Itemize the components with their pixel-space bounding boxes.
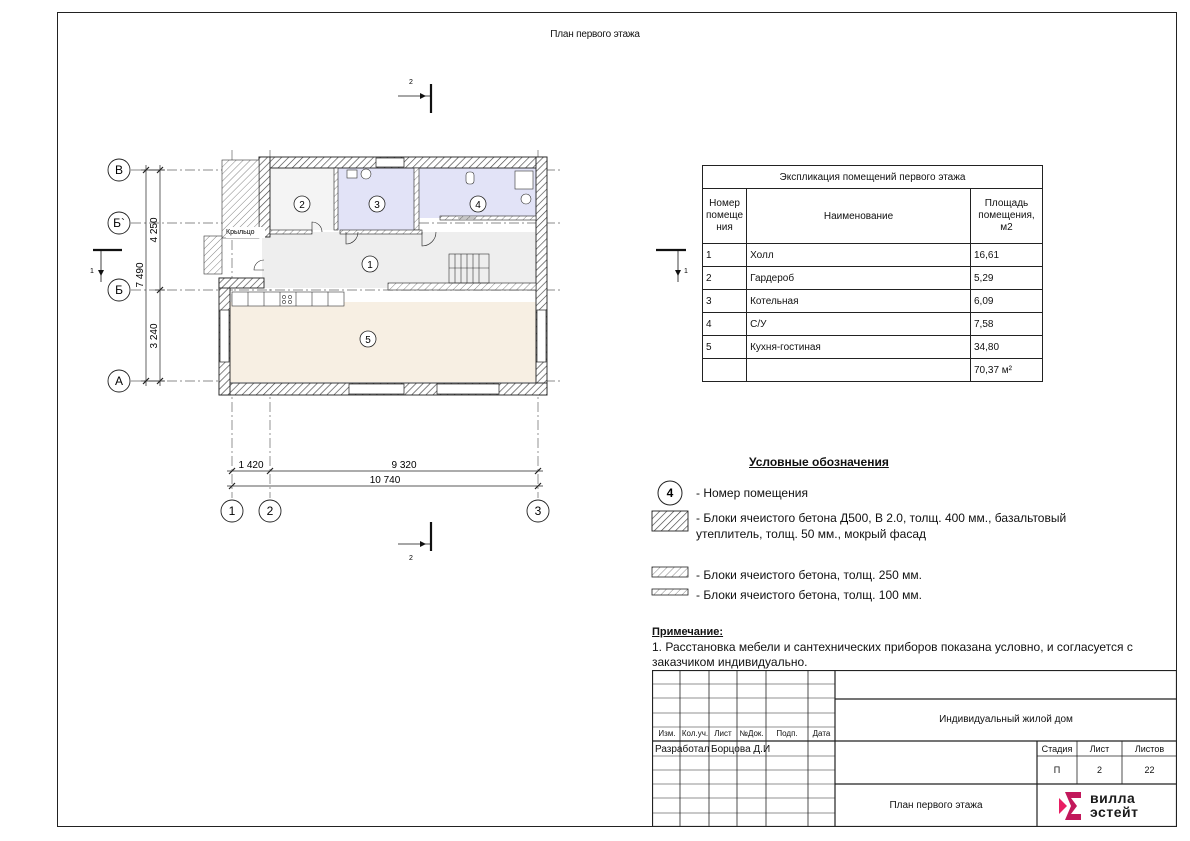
- header-area: Площадь помещения, м2: [971, 189, 1043, 244]
- room-number-3: 3: [374, 200, 380, 211]
- dim-right-horizontal: 9 320: [391, 460, 417, 471]
- table-row: 4 С/У 7,58: [703, 313, 1043, 336]
- legend-room-symbol: 4: [666, 486, 674, 500]
- room-number-1: 1: [367, 260, 373, 271]
- wall-left-upper: [259, 157, 270, 237]
- legend-symbols: [650, 478, 695, 606]
- section-mark-bottom: 2: [409, 555, 413, 562]
- explication-table: [702, 165, 1043, 382]
- total-area: 70,37 м²: [971, 359, 1043, 382]
- axis-label-a: А: [114, 374, 124, 388]
- stamp-sheet-title: План первого этажа: [889, 800, 983, 811]
- section-mark-right: 1: [684, 268, 688, 275]
- room-1-fill: [262, 232, 536, 288]
- axis-label-v: В: [114, 163, 124, 177]
- room-number-2: 2: [299, 200, 305, 211]
- room-number-5: 5: [365, 335, 371, 346]
- axis-label-b1: Б`: [113, 216, 125, 230]
- stamp-sheet: 2: [1096, 765, 1102, 775]
- stamp-stage-label: Стадия: [1041, 744, 1073, 754]
- stamp-sheets-label: Листов: [1134, 744, 1165, 754]
- axis-label-3: 3: [534, 504, 542, 518]
- company-logo-text: вилла эстейт: [1090, 790, 1139, 820]
- stamp-developer: Борцова Д.И: [711, 744, 771, 755]
- stamp-col-data: Дата: [812, 729, 831, 738]
- stamp-col-podp: Подп.: [776, 729, 798, 738]
- wall-left-step: [219, 278, 264, 288]
- legend-item-wall-250: - Блоки ячеистого бетона, толщ. 250 мм.: [696, 568, 922, 582]
- dim-upper-vertical: 4 250: [149, 217, 160, 243]
- dim-left-horizontal: 1 420: [238, 460, 264, 471]
- note-title: Примечание:: [652, 626, 724, 638]
- legend-item-wall-100: - Блоки ячеистого бетона, толщ. 100 мм.: [696, 588, 922, 602]
- stamp-col-ndok: №Док.: [739, 729, 764, 738]
- axis-label-b: Б: [115, 283, 123, 297]
- stamp-stage: П: [1053, 765, 1061, 775]
- section-mark-top: 2: [409, 79, 413, 86]
- table-row: 5 Кухня-гостиная 34,80: [703, 336, 1043, 359]
- dim-total-vertical: 7 490: [135, 262, 146, 288]
- table-total-row: [703, 359, 1043, 382]
- stamp-col-izm: Изм.: [658, 729, 676, 738]
- header-num: Номер помеще ния: [703, 189, 747, 244]
- stamp-sheets: 22: [1144, 765, 1155, 775]
- note-text: 1. Расстановка мебели и сантехнических приборов показана условно, и согласуется с заказчиком индивидуально.: [652, 640, 1133, 669]
- table-row: 3 Котельная 6,09: [703, 290, 1043, 313]
- stamp-project: Индивидуальный жилой дом: [939, 714, 1073, 725]
- header-name: Наименование: [747, 189, 971, 244]
- dim-lower-vertical: 3 240: [149, 323, 160, 349]
- page-title: План первого этажа: [550, 29, 640, 40]
- legend-item-room-number: - Номер помещения: [696, 486, 808, 500]
- porch-label: Крыльцо: [226, 229, 255, 236]
- axis-label-2: 2: [266, 504, 274, 518]
- section-mark-left: 1: [90, 268, 94, 275]
- stamp-col-list: Лист: [714, 729, 732, 738]
- table-row: 1 Холл 16,61: [703, 244, 1043, 267]
- room-number-4: 4: [475, 200, 481, 211]
- stamp-sheet-label: Лист: [1089, 744, 1110, 754]
- dim-total-horizontal: 10 740: [369, 475, 401, 486]
- axis-label-1: 1: [228, 504, 236, 518]
- legend-title: Условные обозначения: [749, 455, 889, 469]
- room-5-fill: [228, 302, 537, 382]
- stamp-col-koluch: Кол.уч.: [681, 729, 709, 738]
- stamp-developed-label: Разработал: [655, 744, 710, 755]
- explication-title: Экспликация помещений первого этажа: [703, 166, 1043, 189]
- table-row: 2 Гардероб 5,29: [703, 267, 1043, 290]
- legend-item-exterior-wall: - Блоки ячеистого бетона Д500, В 2.0, толщ. 400 мм., базальтовый утеплитель, толщ. 50 мм., мокрый фасад: [696, 511, 1067, 541]
